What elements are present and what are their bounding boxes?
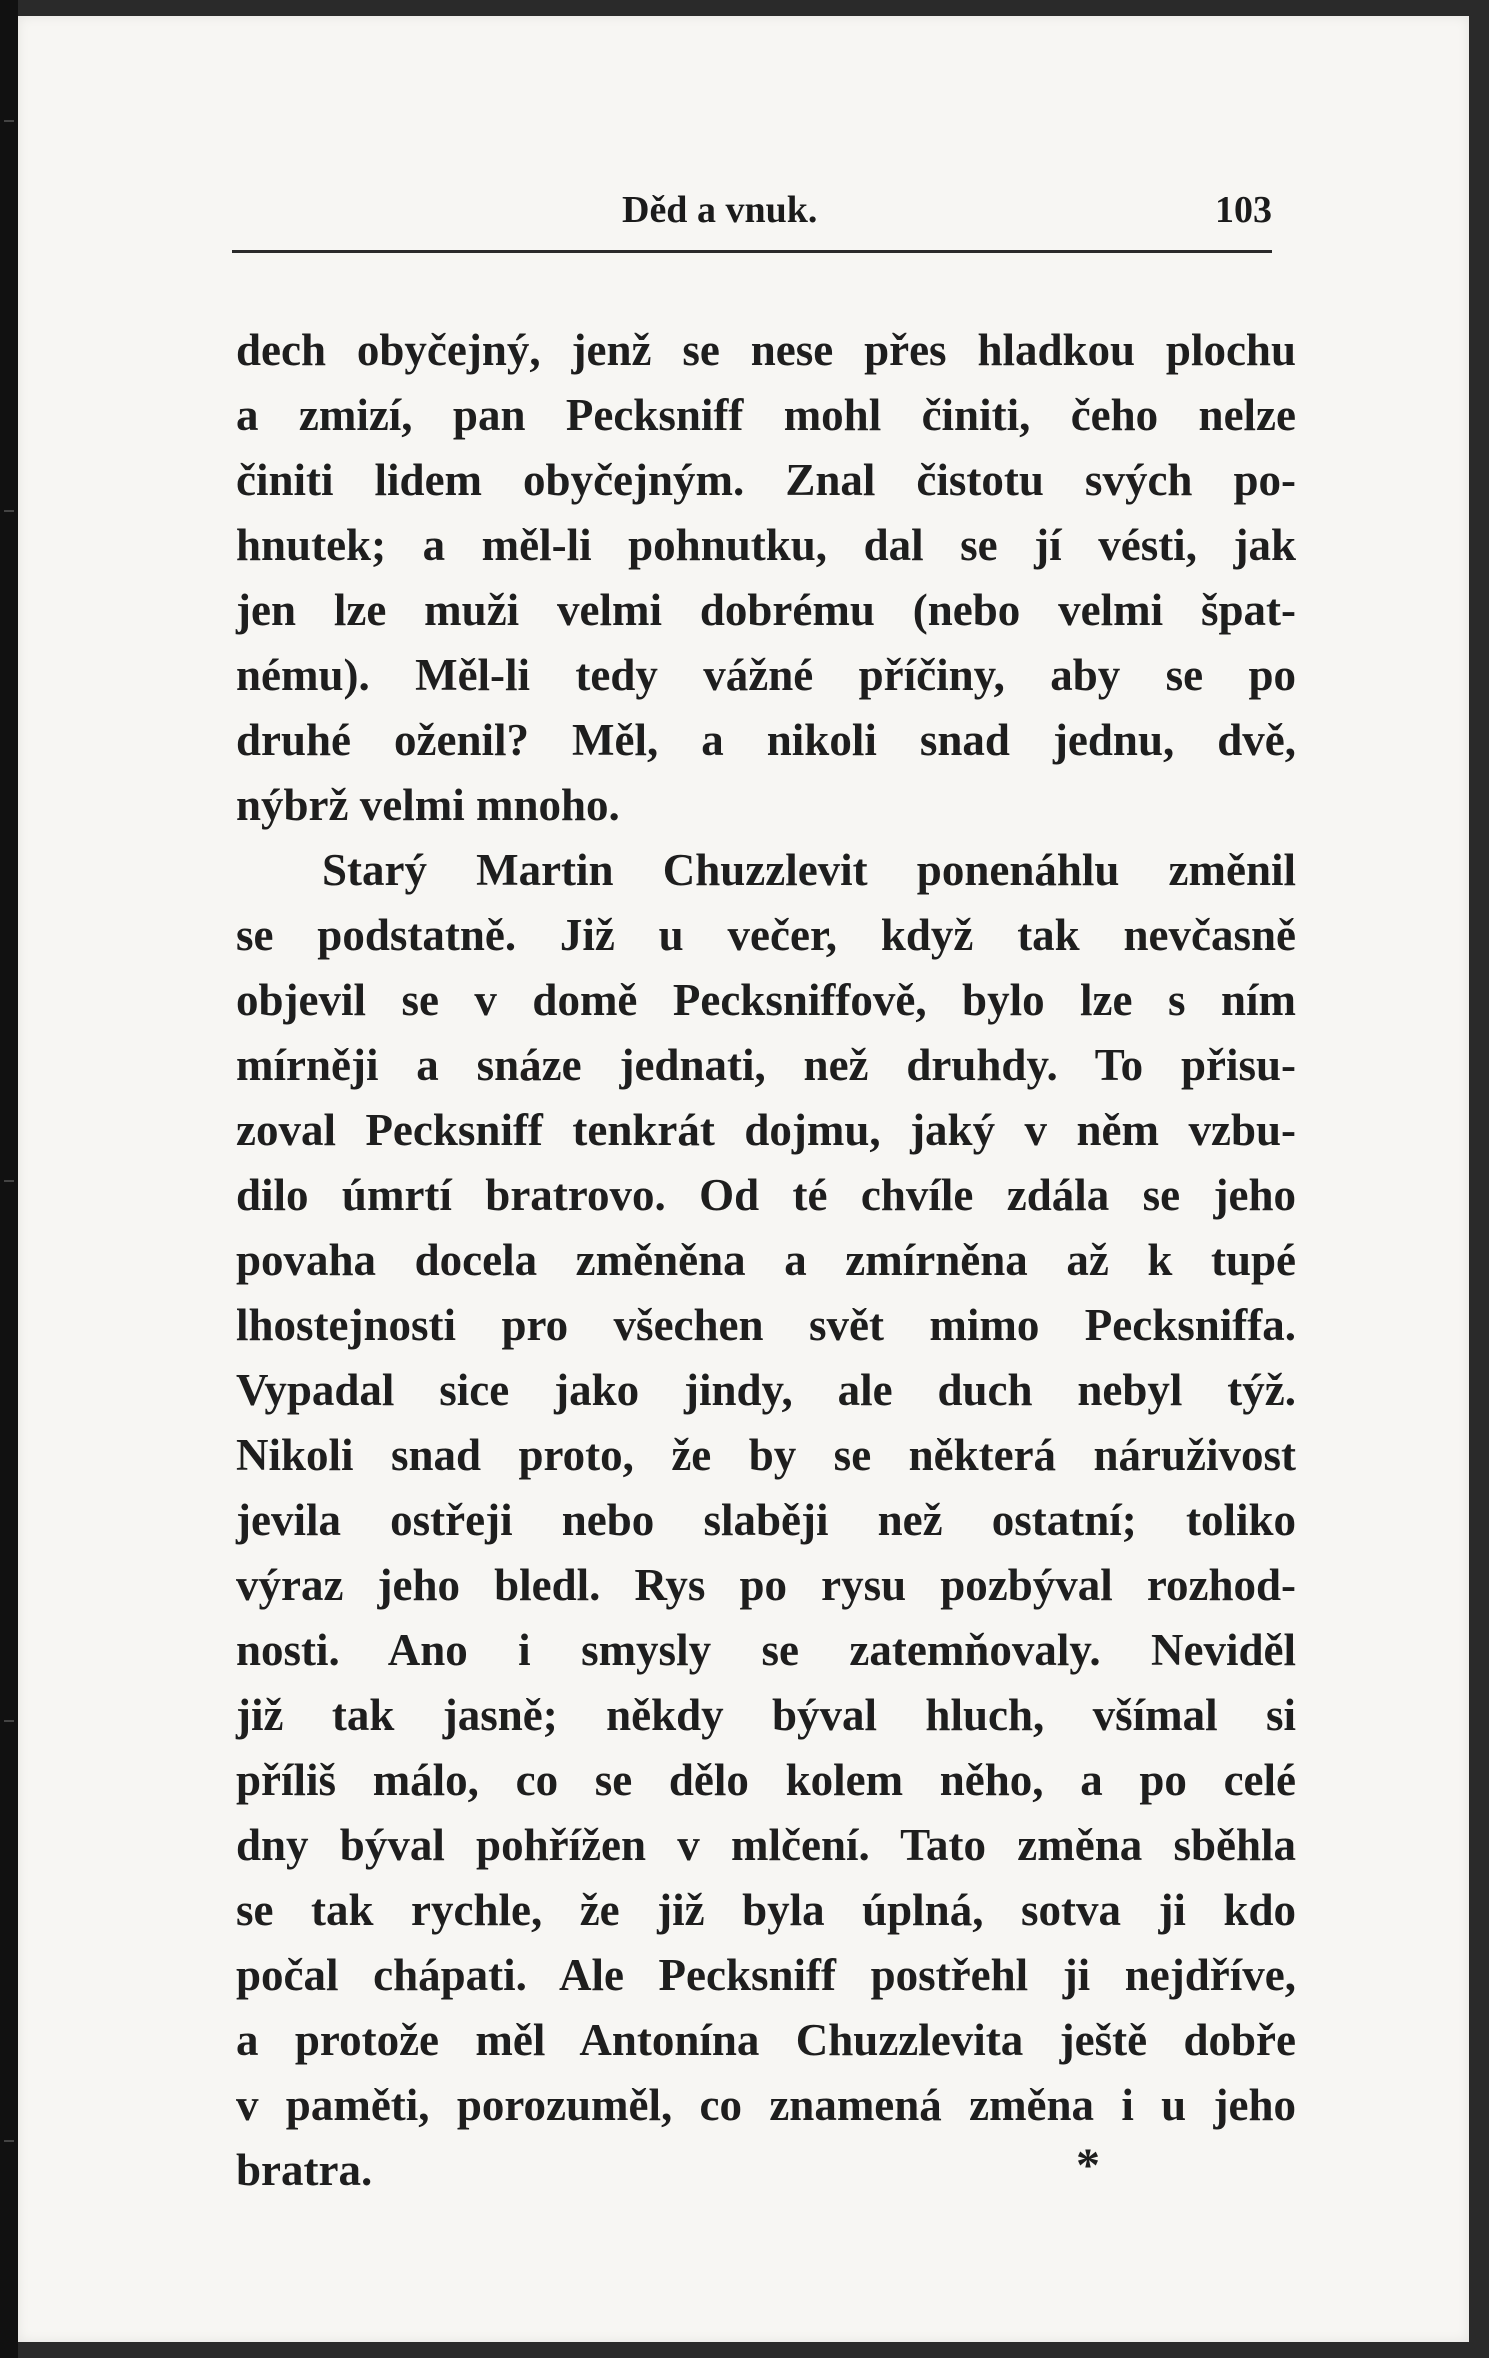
- text-line: Starý Martin Chuzzlevit ponenáhlu změnil: [322, 845, 1296, 895]
- text-line: hnutek; a měl-li pohnutku, dal se jí vésti, jak: [236, 520, 1296, 570]
- text-line: lhostejnosti pro všechen svět mimo Pecksniffa.: [236, 1300, 1296, 1350]
- text-line: příliš málo, co se dělo kolem něho, a po celé: [236, 1755, 1296, 1805]
- text-line: bratra.: [236, 2145, 373, 2195]
- text-line: Nikoli snad proto, že by se některá náruživost: [236, 1430, 1296, 1480]
- text-line: dilo úmrtí bratrovo. Od té chvíle zdála se jeho: [236, 1170, 1296, 1220]
- text-line: mírněji a snáze jednati, než druhdy. To přisu-: [236, 1040, 1296, 1090]
- text-line: a protože měl Antonína Chuzzlevita ještě dobře: [236, 2015, 1296, 2065]
- text-line: objevil se v domě Pecksniffově, bylo lze s ním: [236, 975, 1296, 1025]
- text-line: již tak jasně; někdy býval hluch, všímal si: [236, 1690, 1296, 1740]
- text-line: zoval Pecksniff tenkrát dojmu, jaký v něm vzbu-: [236, 1105, 1296, 1155]
- binding-mark: [4, 1720, 14, 1722]
- binding-mark: [4, 510, 14, 512]
- header-rule: [232, 250, 1272, 253]
- text-line: Vypadal sice jako jindy, ale duch nebyl týž.: [236, 1365, 1296, 1415]
- page-body: [236, 318, 1296, 2203]
- paragraph: [236, 318, 1296, 838]
- binding-mark: [4, 120, 14, 122]
- running-title: Děd a vnuk.: [622, 189, 818, 231]
- text-line: výraz jeho bledl. Rys po rysu pozbýval rozhod-: [236, 1560, 1296, 1610]
- text-line: počal chápati. Ale Pecksniff postřehl ji nejdříve,: [236, 1950, 1296, 2000]
- section-asterisk: *: [1076, 2139, 1100, 2192]
- text-line: dech obyčejný, jenž se nese přes hladkou plochu: [236, 325, 1296, 375]
- text-line: a zmizí, pan Pecksniff mohl činiti, čeho nelze: [236, 390, 1296, 440]
- page-number: 103: [1215, 189, 1272, 231]
- text-line: nosti. Ano i smysly se zatemňovaly. Neviděl: [236, 1625, 1296, 1675]
- binding-mark: [4, 1180, 14, 1182]
- text-line: se tak rychle, že již byla úplná, sotva ji kdo: [236, 1885, 1296, 1935]
- text-line: nýbrž velmi mnoho.: [236, 780, 620, 830]
- text-line: jen lze muži velmi dobrému (nebo velmi špat-: [236, 585, 1296, 635]
- binding-mark: [4, 2140, 14, 2142]
- text-line: druhé oženil? Měl, a nikoli snad jednu, dvě,: [236, 715, 1296, 765]
- text-line: povaha docela změněna a zmírněna až k tupé: [236, 1235, 1296, 1285]
- text-line: dny býval pohřížen v mlčení. Tato změna sběhla: [236, 1820, 1296, 1870]
- text-line: se podstatně. Již u večer, když tak nevčasně: [236, 910, 1296, 960]
- text-line: v paměti, porozuměl, co znamená změna i u jeho: [236, 2080, 1296, 2130]
- running-header: [232, 186, 1272, 246]
- text-line: nému). Měl-li tedy vážné příčiny, aby se po: [236, 650, 1296, 700]
- paragraph: [236, 838, 1296, 2203]
- binding-edge: [0, 0, 18, 2358]
- text-line: jevila ostřeji nebo slaběji než ostatní; toliko: [236, 1495, 1296, 1545]
- text-line: činiti lidem obyčejným. Znal čistotu svých po-: [236, 455, 1296, 505]
